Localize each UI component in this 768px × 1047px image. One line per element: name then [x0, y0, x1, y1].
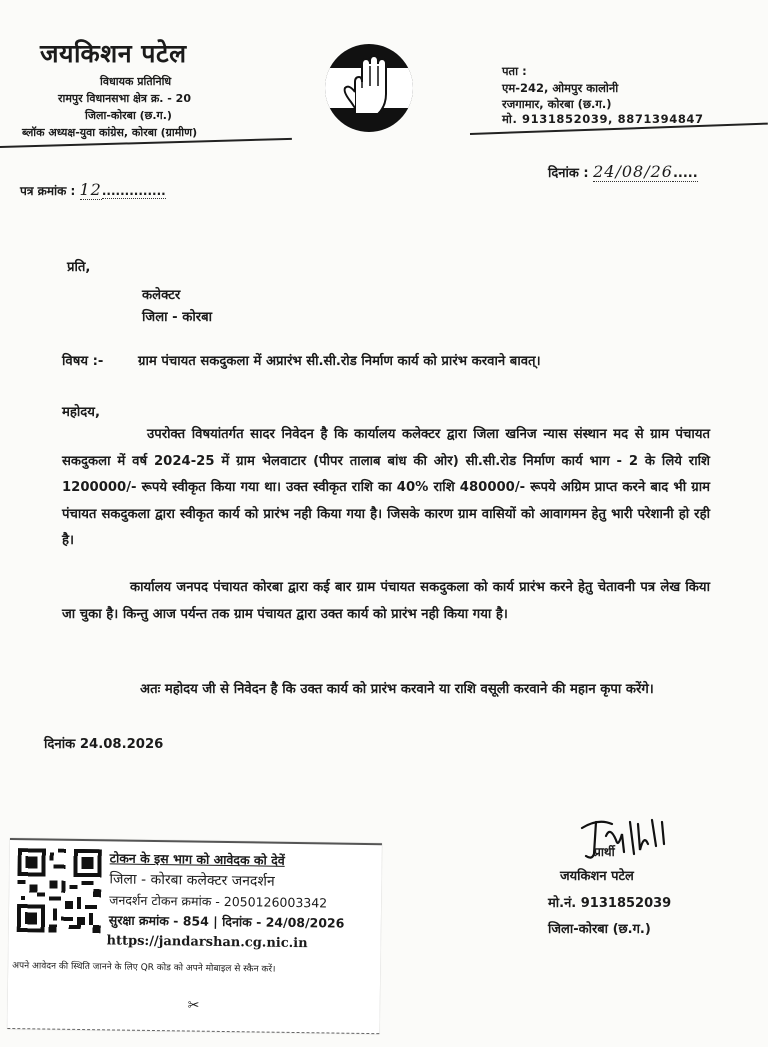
body-paragraph-3 [62, 677, 710, 704]
reference-label: पत्र क्रमांक [20, 184, 67, 198]
address-line-1: एम-242, ओमपुर कालोनी [502, 81, 619, 95]
signatory-district: जिला-कोरबा (छ.ग.) [548, 922, 651, 937]
congress-hand-logo [325, 44, 413, 132]
signatory-mobile: मो.नं. 9131852039 [548, 896, 672, 911]
scissors-icon: ✂ [187, 997, 200, 1014]
token-security-date: सुरक्षा क्रमांक - 854 | दिनांक - 24/08/2026 [108, 912, 345, 931]
paragraph-1-text: उपरोक्त विषयांतर्गत सादर निवेदन है कि कार्यालय कलेक्टर द्वारा जिला खनिज न्यास संस्थान मद से ग्राम पंचायत सकदुकला में वर्ष 2024-25 में ग्राम भेलवाटार (पीपर तालाब बांध की ओर) सी.सी.रोड निर्माण कार्य भाग - 2 के लिये राशि 1200000/- रूपये स्वीकृत किया गया था। उक्त स्वीकृत राशि का 40% राशि 480000/- रूपये अग्रिम प्राप्त करने बाद भी ग्राम पंचायत सकदुकला द्वारा स्वीकृत कार्य को प्रारंभ नही किया गया है। जिसके कारण ग्राम वासियों को आवागमन हेतु भारी परेशानी हो रही है। [62, 427, 710, 548]
letterhead-name: जयकिशन पटेल [40, 39, 187, 68]
pratyashi-label: प्रार्थी [594, 845, 615, 859]
reference-number: पत्र क्रमांक : 12.............. [20, 180, 166, 199]
salutation: महोदय, [62, 405, 100, 420]
signatory-name: जयकिशन पटेल [560, 869, 634, 884]
header-date: दिनांक : 24/08/26..... [548, 162, 698, 181]
phone-numbers: मो. 9131852039, 8871394847 [502, 112, 704, 126]
recipient-line-2: जिला - कोरबा [142, 310, 213, 325]
prati-label: प्रति, [67, 260, 91, 275]
token-heading: टोकन के इस भाग को आवेदक को देवें [109, 850, 285, 868]
token-url-link[interactable]: https://jandarshan.cg.nic.in [106, 933, 308, 952]
address-label: पता : [502, 64, 527, 78]
qr-code-icon[interactable] [17, 848, 102, 933]
recipient-line-1: कलेक्टर [142, 288, 181, 303]
address-line-2: रजगामार, कोरबा (छ.ग.) [502, 97, 612, 111]
subject-text: ग्राम पंचायत सकदुकला में अप्रारंभ सी.सी.रोड निर्माण कार्य को प्रारंभ करवाने बावत्। [138, 354, 541, 369]
jandarshan-token-slip [7, 838, 382, 1034]
handwritten-signature [578, 814, 678, 868]
token-qr-note: अपने आवेदन की स्थिति जानने के लिए QR कोड को अपने मोबाइल से स्कैन करें। [12, 961, 276, 975]
paragraph-2-text: कार्यालय जनपद पंचायत कोरबा द्वारा कई बार ग्राम पंचायत सकदुकला को कार्य प्रारंभ करने हेतु चेतावनी पत्र लेख किया जा चुका है। किन्तु आज पर्यन्त तक ग्राम पंचायत द्वारा उक्त कार्य को प्रारंभ नही किया गया है। [62, 580, 710, 622]
letterhead-constituency: रामपुर विधानसभा क्षेत्र क्र. - 20 [58, 92, 191, 105]
body-paragraph-1 [62, 422, 710, 555]
letterhead-district: जिला-कोरबा (छ.ग.) [85, 109, 172, 122]
letterhead-block-president: ब्लॉक अध्यक्ष-युवा कांग्रेस, कोरबा (ग्रामीण) [22, 126, 198, 139]
subject-label: विषय :- [62, 354, 104, 369]
reference-value: 12 [79, 180, 102, 199]
token-number: जनदर्शन टोकन क्रमांक - 2050126003342 [109, 892, 328, 911]
paragraph-3-text: अतः महोदय जी से निवेदन है कि उक्त कार्य को प्रारंभ करवाने या राशि वसूली करवाने की महान कृपा करेंगे। [140, 682, 654, 697]
header-date-value: 24/08/26 [593, 162, 673, 181]
header-date-label: दिनांक [548, 166, 579, 181]
token-district: जिला - कोरबा कलेक्टर जनदर्शन [109, 871, 275, 890]
letter-date: दिनांक 24.08.2026 [44, 737, 164, 752]
letterhead-designation: विधायक प्रतिनिधि [100, 75, 172, 88]
body-paragraph-2 [62, 575, 710, 628]
